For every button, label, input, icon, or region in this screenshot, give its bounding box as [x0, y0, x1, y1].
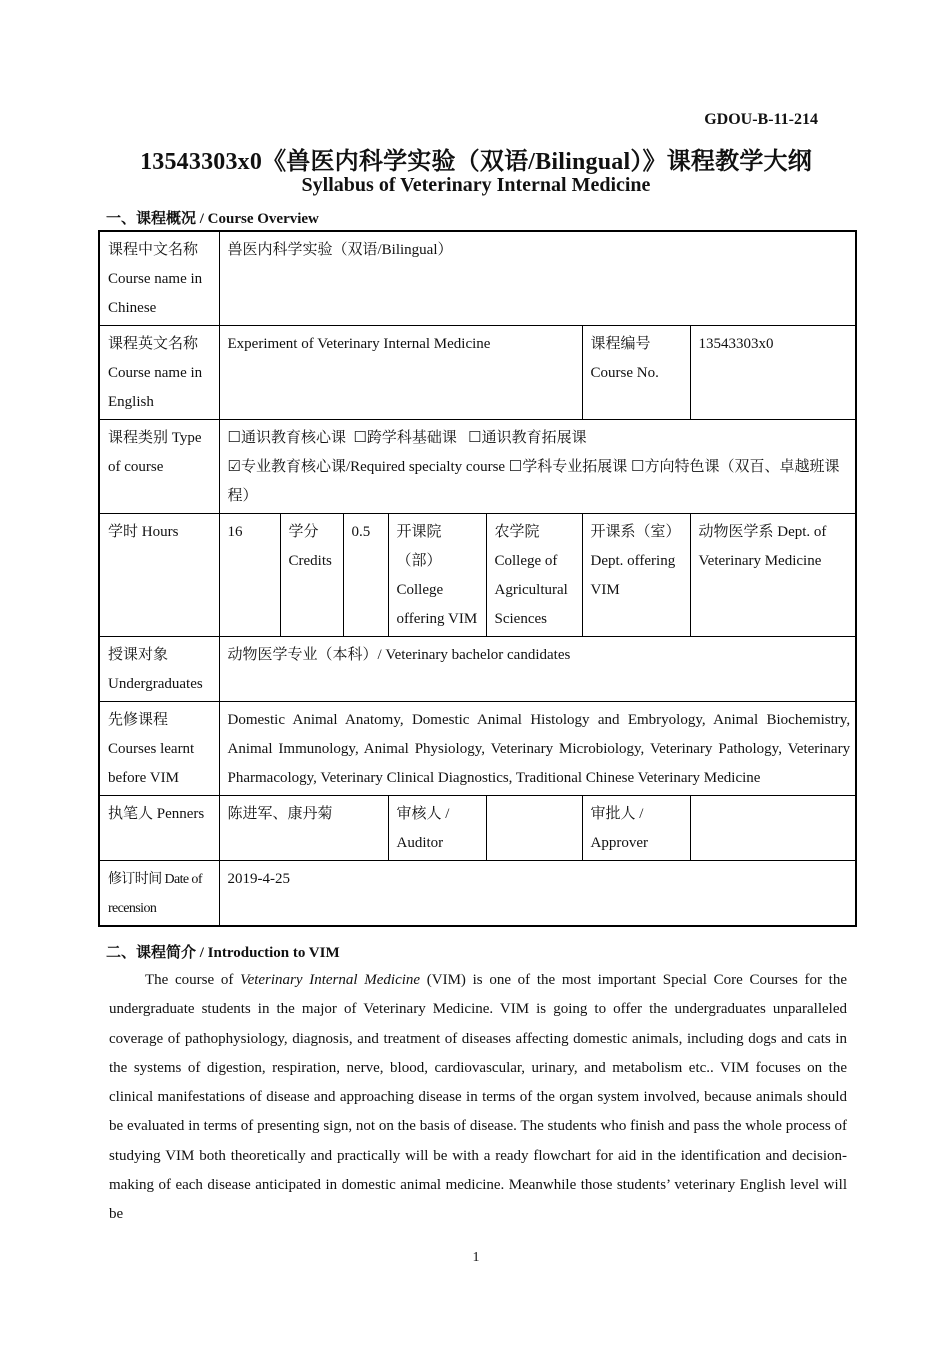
- section-heading-introduction: 二、课程简介 / Introduction to VIM: [106, 945, 340, 961]
- intro-text-start: The course of: [145, 972, 241, 988]
- course-overview-table: [98, 230, 857, 927]
- course-no-value: 13543303x0: [690, 326, 856, 420]
- course-type-line-2: ☑专业教育核心课/Required specialty course ☐学科专业拓展课 ☐方向特色课（双百、卓越班课程）: [227, 459, 840, 504]
- cn-name-value: 兽医内科学实验（双语/Bilingual）: [219, 231, 856, 326]
- table-row: [99, 702, 856, 796]
- section-heading-course-overview: 一、课程概况 / Course Overview: [106, 211, 319, 227]
- dept-value: 动物医学系 Dept. of Veterinary Medicine: [690, 514, 856, 637]
- course-no-label: 课程编号 Course No.: [582, 326, 690, 420]
- intro-course-name: Veterinary Internal Medicine: [240, 972, 421, 988]
- date-label: 修订时间 Date of recension: [99, 861, 219, 927]
- course-type-label: 课程类别 Type of course: [99, 420, 219, 514]
- page-title-english: Syllabus of Veterinary Internal Medicine: [301, 174, 651, 196]
- prereq-value: Domestic Animal Anatomy, Domestic Animal Histology and Embryology, Animal Biochemistry, Animal Immunology, Animal Physiology, Veterinary Microbiology, Veterinary Pathology, Veterinary Pharmacology, Veterinary Clinical Diagnostics, Traditional Chinese Veterinary Medicine: [219, 702, 856, 796]
- intro-text-body: (VIM) is one of the most important Special Core Courses for the undergraduate students in the major of Veterinary Medicine. VIM is going to offer the undergraduates unparalleled coverage of pathophysiology, diagnosis, and treatment of diseases affecting domestic animals, including dogs and cats in the systems of digestion, respiration, nerve, blood, cardiovascular, urinary, and metabolism etc.. VIM focuses on the clinical manifestations of disease and approaching disease in terms of the organ system involved, because animals should be evaluated in terms of presenting sign, not on the basis of disease. The students who finish and pass the whole process of studying VIM both theoretically and practically will be with a ready flowchart for aid in the identification and decision-making of each disease anticipated in domestic animal medicine. Meanwhile those students’ veterinary English level will be: [109, 972, 848, 1223]
- target-label: 授课对象 Undergraduates: [99, 637, 219, 702]
- en-name-label: 课程英文名称 Course name in English: [99, 326, 219, 420]
- table-row: [99, 637, 856, 702]
- introduction-paragraph: [109, 966, 847, 1230]
- approver-label: 审批人 / Approver: [582, 796, 690, 861]
- en-name-value: Experiment of Veterinary Internal Medicine: [219, 326, 582, 420]
- target-value: 动物医学专业（本科）/ Veterinary bachelor candidates: [219, 637, 856, 702]
- table-row: [99, 326, 856, 420]
- college-value: 农学院 College of Agricultural Sciences: [486, 514, 582, 637]
- table-row: [99, 796, 856, 861]
- auditor-value: [486, 796, 582, 861]
- college-label: 开课院（部） College offering VIM: [388, 514, 486, 637]
- document-code: GDOU-B-11-214: [704, 111, 818, 128]
- date-value: 2019-4-25: [219, 861, 856, 927]
- approver-value: [690, 796, 856, 861]
- table-row: [99, 231, 856, 326]
- hours-value: 16: [219, 514, 280, 637]
- table-row: [99, 514, 856, 637]
- dept-label: 开课系（室） Dept. offering VIM: [582, 514, 690, 637]
- credits-label: 学分 Credits: [280, 514, 343, 637]
- table-row: [99, 420, 856, 514]
- hours-label: 学时 Hours: [99, 514, 219, 637]
- cn-name-label: 课程中文名称 Course name in Chinese: [99, 231, 219, 326]
- credits-value: 0.5: [343, 514, 388, 637]
- course-type-line-1: ☐通识教育核心课 ☐跨学科基础课 ☐通识教育拓展课: [227, 430, 587, 446]
- auditor-label: 审核人 / Auditor: [388, 796, 486, 861]
- table-row: [99, 861, 856, 927]
- prereq-label: 先修课程 Courses learnt before VIM: [99, 702, 219, 796]
- penners-value: 陈进军、康丹菊: [219, 796, 388, 861]
- page-number: 1: [472, 1250, 480, 1265]
- page-title-chinese: 13543303x0《兽医内科学实验（双语/Bilingual）》课程教学大纲: [140, 149, 812, 175]
- course-type-options: [219, 420, 856, 514]
- penners-label: 执笔人 Penners: [99, 796, 219, 861]
